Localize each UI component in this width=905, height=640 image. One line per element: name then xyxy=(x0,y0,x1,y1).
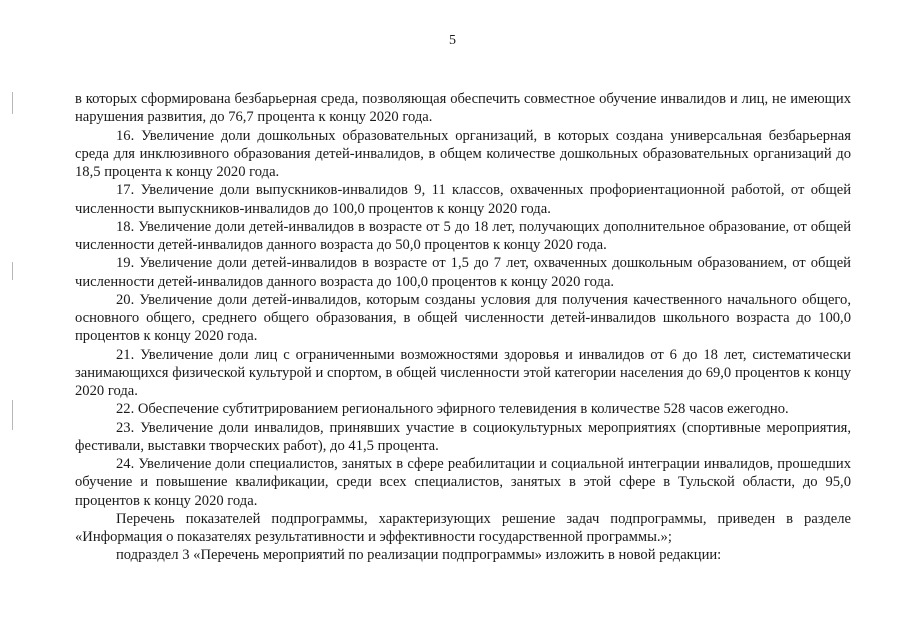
paragraph-item-24: 24. Увеличение доли специалистов, занятых в сфере реабилитации и социальной интеграции инвалидов, прошедших обучение и повышение квалификации, среди всех специалистов, занятых в этой сфере в Тульской области, до 95,0 процентов к концу 2020 года. xyxy=(75,456,851,509)
scan-edge-mark xyxy=(12,92,13,114)
paragraph-item-18: 18. Увеличение доли детей-инвалидов в возрасте от 5 до 18 лет, получающих дополнительное образование, от общей численности детей-инвалидов данного возраста до 50,0 процентов к концу 2020 года. xyxy=(75,218,851,253)
page-number: 5 xyxy=(449,33,456,48)
document-body xyxy=(75,90,851,565)
paragraph-item-21: 21. Увеличение доли лиц с ограниченными возможностями здоровья и инвалидов от 6 до 18 лет, систематически занимающихся физической культурой и спортом, в общей численности этой категории населения до 69,0 процентов к концу 2020 года. xyxy=(75,346,851,399)
paragraph-item-22: 22. Обеспечение субтитрированием регионального эфирного телевидения в количестве 528 часов ежегодно. xyxy=(116,401,789,418)
paragraph-item-17: 17. Увеличение доли выпускников-инвалидов 9, 11 классов, охваченных профориентационной работой, от общей численности выпускников-инвалидов до 100,0 процентов к концу 2020 года. xyxy=(75,182,851,217)
paragraph-continued: в которых сформирована безбарьерная среда, позволяющая обеспечить совместное обучение инвалидов и лиц, не имеющих нарушения развития, до 76,7 процента к концу 2020 года. xyxy=(75,91,851,126)
paragraph-item-23: 23. Увеличение доли инвалидов, принявших участие в социокультурных мероприятиях (спортивные мероприятия, фестивали, выставки творческих работ), до 41,5 процента. xyxy=(75,419,851,454)
paragraph-indicators-note: Перечень показателей подпрограммы, характеризующих решение задач подпрограммы, приведен в разделе «Информация о показателях результативности и эффективности государственной программы.»; xyxy=(75,510,851,545)
scan-edge-mark xyxy=(12,400,13,430)
paragraph-item-20: 20. Увеличение доли детей-инвалидов, которым созданы условия для получения качественного начального общего, основного общего, среднего общего образования, в общей численности детей-инвалидов школьного возраста до 100,0 процентов к концу 2020 года. xyxy=(75,291,851,345)
paragraph-item-19: 19. Увеличение доли детей-инвалидов в возрасте от 1,5 до 7 лет, охваченных дошкольным образованием, от общей численности детей-инвалидов данного возраста до 100,0 процентов к концу 2020 года. xyxy=(75,255,851,290)
paragraph-subsection-instruction: подраздел 3 «Перечень мероприятий по реализации подпрограммы» изложить в новой редакции: xyxy=(116,547,722,564)
paragraph-item-16: 16. Увеличение доли дошкольных образовательных организаций, в которых создана универсальная безбарьерная среда для инклюзивного образования детей-инвалидов, в общем количестве дошкольных образовательных организаций до 18,5 процента к концу 2020 года. xyxy=(75,127,851,180)
scan-edge-mark xyxy=(12,262,13,280)
